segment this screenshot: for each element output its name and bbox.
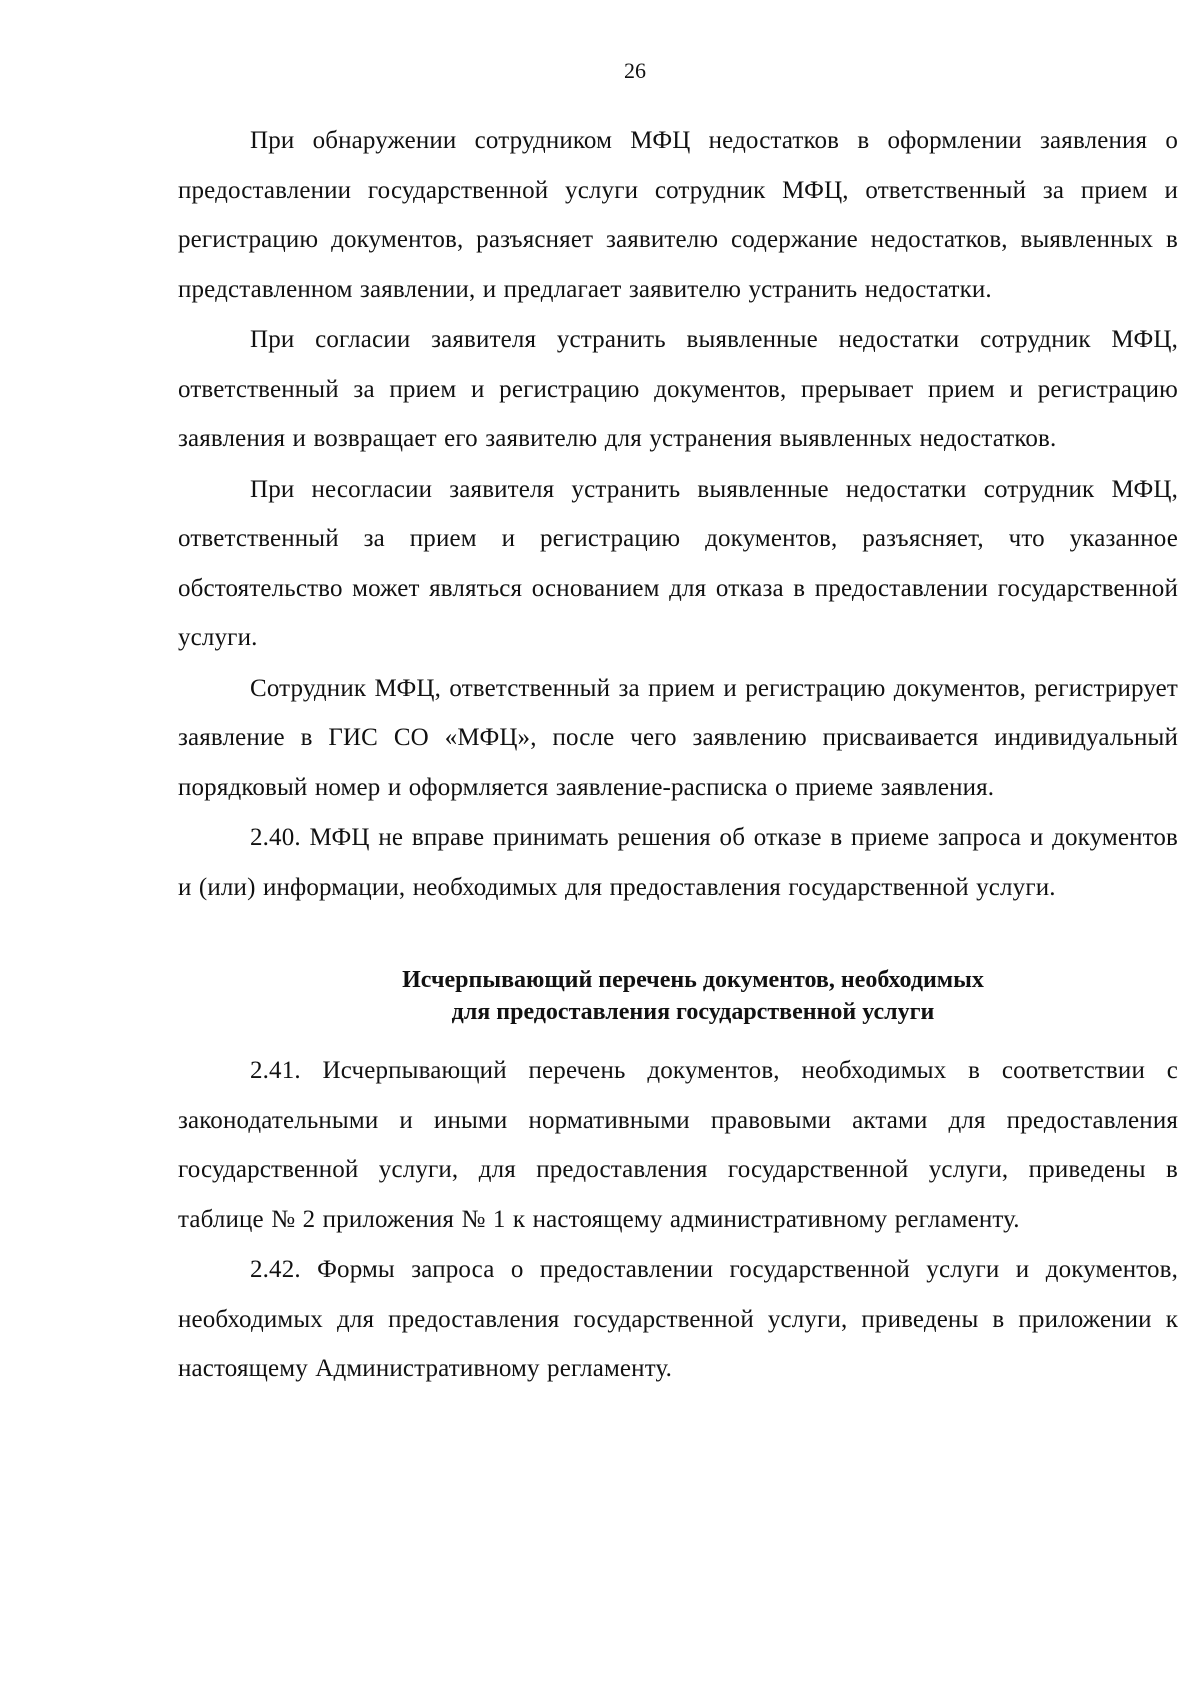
paragraph-applicant-disagrees: При несогласии заявителя устранить выявленные недостатки сотрудник МФЦ, ответственный за прием и регистрацию документов, разъясняет, что указанное обстоятельство может являться основанием для отказа в предоставлении государственной услуги. bbox=[178, 475, 1178, 651]
section-heading-line-1: Исчерпывающий перечень документов, необходимых bbox=[402, 967, 984, 993]
paragraph-2-41: 2.41. Исчерпывающий перечень документов, необходимых в соответствии с законодательными и иными нормативными правовыми актами для предоставления государственной услуги, для предоставления государственной услуги, приведены в таблице № 2 приложения № 1 к настоящему административному регламенту. bbox=[178, 1057, 1178, 1233]
section-heading bbox=[178, 964, 1178, 1028]
paragraph-2-42: 2.42. Формы запроса о предоставлении государственной услуги и документов, необходимых для предоставления государственной услуги, приведены в приложении к настоящему Административному регламенту. bbox=[178, 1256, 1178, 1382]
paragraph-applicant-agrees: При согласии заявителя устранить выявленные недостатки сотрудник МФЦ, ответственный за прием и регистрацию документов, прерывает прием и регистрацию заявления и возвращает его заявителю для устранения выявленных недостатков. bbox=[178, 326, 1178, 452]
section-heading-line-2: для предоставления государственной услуги bbox=[451, 999, 935, 1025]
paragraph-2-40: 2.40. МФЦ не вправе принимать решения об отказе в приеме запроса и документов и (или) информации, необходимых для предоставления государственной услуги. bbox=[178, 824, 1178, 901]
document-body bbox=[178, 116, 1178, 1395]
paragraph-registration: Сотрудник МФЦ, ответственный за прием и регистрацию документов, регистрирует заявление в ГИС СО «МФЦ», после чего заявлению присваивается индивидуальный порядковый номер и оформляется заявление-расписка о приеме заявления. bbox=[178, 674, 1178, 801]
page-number: 26 bbox=[624, 58, 646, 83]
paragraph-defects-found: При обнаружении сотрудником МФЦ недостатков в оформлении заявления о предоставлении государственной услуги сотрудник МФЦ, ответственный за прием и регистрацию документов, разъясняет заявителю содержание недостатков, выявленных в представленном заявлении, и предлагает заявителю устранить недостатки. bbox=[178, 127, 1178, 303]
